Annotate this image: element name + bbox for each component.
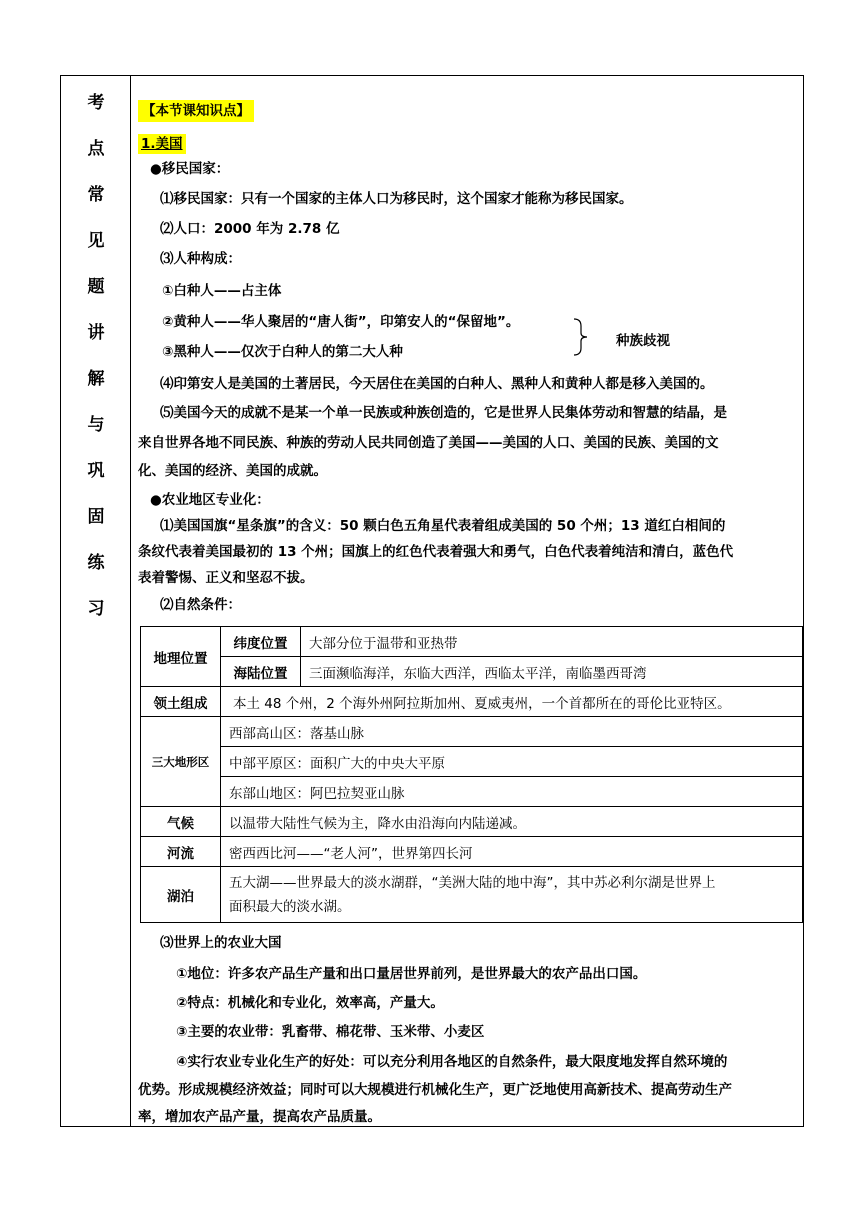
side-title-char: 解 (87, 369, 105, 389)
para-achievement-1: ⑸美国今天的成就不是某一个单一民族或种族创造的，它是世界人民集体劳动和智慧的结晶，是 (160, 405, 727, 421)
side-title-char: 巩 (87, 461, 105, 481)
race-white: ①白种人——占主体 (162, 283, 282, 299)
table-row (141, 777, 803, 807)
section-title-usa: 1.美国 (138, 134, 186, 154)
para-race-composition: ⑶人种构成： (160, 251, 241, 267)
side-title-char: 固 (87, 507, 105, 527)
para-agri-power: ⑶世界上的农业大国 (160, 935, 282, 951)
side-title-char: 题 (87, 277, 105, 297)
agri-belts: ③主要的农业带：乳畜带、棉花带、玉米带、小麦区 (176, 1024, 485, 1040)
agri-features: ②特点：机械化和专业化，效率高，产量大。 (176, 995, 444, 1011)
race-discrimination-label: 种族歧视 (616, 333, 670, 349)
bullet-immigrant: ●移民国家： (150, 161, 230, 177)
cell-territory: 领土组成 (141, 687, 221, 717)
table-row (141, 717, 803, 747)
side-title-char: 练 (87, 553, 105, 573)
table-row (141, 627, 803, 657)
cell-climate: 气候 (141, 807, 221, 837)
agri-benefits-1: ④实行农业专业化生产的好处：可以充分利用各地区的自然条件，最大限度地发挥自然环境的 (176, 1054, 728, 1070)
table-row (141, 687, 803, 717)
side-title-char: 点 (87, 139, 105, 159)
side-title-char: 讲 (87, 323, 105, 343)
para-flag-2: 条纹代表着美国最初的 13 个州；国旗上的红色代表着强大和勇气，白色代表着纯洁和清白，蓝色代 (138, 544, 734, 560)
table-row (141, 837, 803, 867)
natural-conditions-table (140, 626, 803, 923)
table-row (141, 747, 803, 777)
para-flag-1: ⑴美国国旗“星条旗”的含义：50 颗白色五角星代表着组成美国的 50 个州；13 道红白相间的 (160, 518, 726, 534)
agri-status: ①地位：许多农产品生产量和出口量居世界前列，是世界最大的农产品出口国。 (176, 966, 647, 982)
table-row (141, 867, 803, 923)
brace-icon (572, 318, 588, 356)
cell-sea-land-label: 海陆位置 (221, 657, 301, 687)
lake-value-line: 五大湖——世界最大的淡水湖群，“美洲大陆的地中海”，其中苏必利尔湖是世界上 (229, 874, 716, 891)
cell-terrain-west: 西部高山区：落基山脉 (221, 717, 803, 747)
cell-terrain-middle: 中部平原区：面积广大的中央大平原 (221, 747, 803, 777)
cell-climate-value: 以温带大陆性气候为主，降水由沿海向内陆递减。 (221, 807, 803, 837)
cell-latitude-label: 纬度位置 (221, 627, 301, 657)
cell-sea-land-value: 三面濒临海洋，东临大西洋，西临太平洋，南临墨西哥湾 (301, 657, 803, 687)
side-title-char: 见 (87, 231, 105, 251)
agri-benefits-3: 率，增加农产品产量，提高农产品质量。 (138, 1109, 381, 1125)
agri-benefits-2: 优势。形成规模经济效益；同时可以大规模进行机械化生产，更广泛地使用高新技术、提高劳动生产 (138, 1082, 732, 1098)
race-yellow: ②黄种人——华人聚居的“唐人街”，印第安人的“保留地”。 (162, 314, 520, 330)
cell-terrain-east: 东部山地区：阿巴拉契亚山脉 (221, 777, 803, 807)
para-achievement-2: 来自世界各地不同民族、种族的劳动人民共同创造了美国——美国的人口、美国的民族、美国的文 (138, 435, 719, 451)
cell-terrain: 三大地形区 (141, 717, 221, 807)
bullet-agriculture: ●农业地区专业化： (150, 492, 270, 508)
cell-river: 河流 (141, 837, 221, 867)
cell-lake-value (221, 867, 803, 923)
side-title-char: 与 (87, 415, 105, 435)
side-title-char: 考 (87, 93, 105, 113)
para-flag-3: 表着警惕、正义和坚忍不拔。 (138, 570, 314, 586)
para-natural-conditions: ⑵自然条件： (160, 597, 241, 613)
cell-latitude-value: 大部分位于温带和亚热带 (301, 627, 803, 657)
para-population: ⑵人口：2000 年为 2.78 亿 (160, 221, 340, 237)
section-heading: 【本节课知识点】 (138, 100, 254, 122)
table-row (141, 807, 803, 837)
para-native: ⑷印第安人是美国的土著居民，今天居住在美国的白种人、黑种人和黄种人都是移入美国的。 (160, 376, 714, 392)
cell-territory-value: 本土 48 个州，2 个海外州阿拉斯加州、夏威夷州，一个首都所在的哥伦比亚特区。 (221, 687, 803, 717)
cell-lake: 湖泊 (141, 867, 221, 923)
para-achievement-3: 化、美国的经济、美国的成就。 (138, 463, 327, 479)
side-title-char: 常 (87, 185, 105, 205)
cell-river-value: 密西西比河——“老人河”，世界第四长河 (221, 837, 803, 867)
table-row (141, 657, 803, 687)
para-immigrant-country: ⑴移民国家：只有一个国家的主体人口为移民时，这个国家才能称为移民国家。 (160, 191, 633, 207)
cell-geo-position: 地理位置 (141, 627, 221, 687)
race-black: ③黑种人——仅次于白种人的第二大人种 (162, 344, 403, 360)
side-title-column (61, 76, 131, 1126)
lake-value-line: 面积最大的淡水湖。 (229, 898, 351, 915)
side-title-char: 习 (87, 599, 105, 619)
